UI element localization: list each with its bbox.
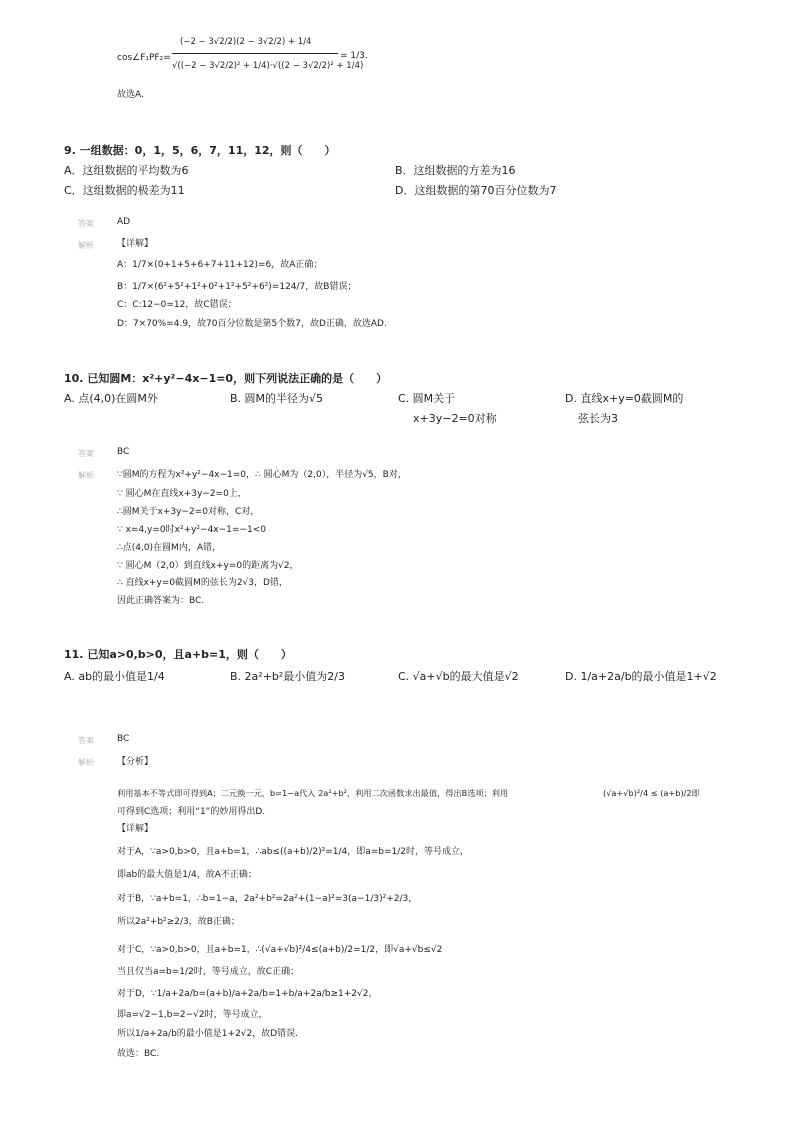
q11-analysis-line1-formula: (√a+√b)²/4 ≤ (a+b)/2即: [603, 788, 700, 798]
cos-label: cos∠F₁PF₂=: [117, 53, 171, 63]
q9-answer-label: 答案: [78, 219, 94, 228]
q10-answer: BC: [117, 447, 130, 457]
q11-answer: BC: [117, 734, 130, 744]
q11-option-a: A. ab的最小值是1/4: [64, 670, 165, 683]
q10-line-5: ∵ 圆心M（2,0）到直线x+y=0的距离为√2，: [117, 561, 299, 571]
q11-fenxi: 【分析】: [117, 757, 154, 767]
q11-line-3: 所以2a²+b²≥2/3，故B正确；: [117, 917, 240, 927]
q11-line-9: 故选：BC.: [117, 1049, 160, 1059]
q9-line-3: C：C:12−0=12，故C错误；: [117, 300, 237, 310]
q9-option-c: C．这组数据的极差为11: [64, 184, 185, 197]
q10-option-d-line1: D. 直线x+y=0截圆M的: [565, 392, 684, 405]
q10-analysis-label: 解析: [78, 471, 94, 480]
q9-answer: AD: [117, 217, 131, 227]
q11-analysis-line2: 可得到C选项；利用“1”的妙用得出D.: [117, 807, 266, 817]
q10-line-1: ∵ 圆心M在直线x+3y−2=0上，: [117, 489, 247, 499]
q9-line-0: 【详解】: [117, 239, 154, 249]
fraction-bar: [172, 53, 338, 54]
q10-line-3: ∵ x=4,y=0时x²+y²−4x−1=−1<0: [117, 525, 266, 535]
cos-denominator: √((−2 − 3√2/2)² + 1/4)·√((2 − 3√2/2)² + 1/4): [172, 61, 364, 71]
q10-line-0: ∵圆M的方程为x²+y²−4x−1=0，∴ 圆心M为（2,0），半径为√5，B对，: [117, 470, 407, 480]
q9-line-2: B：1/7×(6²+5²+1²+0²+1²+5²+6²)=124/7，故B错误；: [117, 282, 357, 292]
q11-analysis-label: 解析: [78, 758, 94, 767]
q11-answer-label: 答案: [78, 736, 94, 745]
q11-option-b: B. 2a²+b²最小值为2/3: [230, 670, 346, 683]
q11-line-0: 对于A，∵a>0,b>0，且a+b=1，∴ab≤((a+b)/2)²=1/4，即a=b=1/2时，等号成立，: [117, 847, 470, 857]
choose-a: 故选A.: [117, 90, 144, 100]
q11-line-6: 对于D，∵1/a+2a/b=(a+b)/a+2a/b=1+b/a+2a/b≥1+2√2，: [117, 989, 378, 999]
q11-line-1: 即ab的最大值是1/4，故A不正确；: [117, 870, 257, 880]
q10-line-6: ∴ 直线x+y=0截圆M的弦长为2√3，D错，: [117, 578, 288, 588]
q9-option-a: A．这组数据的平均数为6: [64, 164, 189, 177]
q11-stem: 11. 已知a>0,b>0，且a+b=1，则（ ）: [64, 648, 292, 661]
q11-line-4: 对于C，∵a>0,b>0，且a+b=1，∴(√a+√b)²/4≤(a+b)/2=1/2，即√a+√b≤√2: [117, 945, 443, 955]
q9-analysis-label: 解析: [78, 241, 94, 250]
q10-line-2: ∴圆M关于x+3y−2=0对称，C对，: [117, 507, 260, 517]
q10-stem: 10. 已知圆M：x²+y²−4x−1=0，则下列说法正确的是（ ）: [64, 372, 388, 385]
q10-option-b: B. 圆M的半径为√5: [230, 392, 324, 405]
q11-line-8: 所以1/a+2a/b的最小值是1+2√2，故D错误.: [117, 1029, 299, 1039]
q10-answer-label: 答案: [78, 449, 94, 458]
q9-line-1: A：1/7×(0+1+5+6+7+11+12)=6，故A正确；: [117, 260, 323, 270]
q11-line-7: 即a=√2−1,b=2−√2时，等号成立，: [117, 1010, 268, 1020]
q10-option-d-line2: 弦长为3: [578, 412, 618, 425]
q10-option-a: A. 点(4,0)在圆M外: [64, 392, 158, 405]
q10-option-c-line2: x+3y−2=0对称: [413, 412, 497, 425]
q10-option-c-line1: C. 圆M关于: [398, 392, 456, 405]
q9-line-4: D：7×70%=4.9，故70百分位数是第5个数7，故D正确，故选AD.: [117, 319, 387, 329]
q11-xiangjie: 【详解】: [117, 824, 154, 834]
q11-option-c: C. √a+√b的最大值是√2: [398, 670, 519, 683]
q11-line-5: 当且仅当a=b=1/2时，等号成立，故C正确；: [117, 967, 300, 977]
cos-result: = 1/3.: [340, 51, 368, 61]
q9-option-d: D．这组数据的第70百分位数为7: [395, 184, 557, 197]
q10-line-4: ∴点(4,0)在圆M内，A错，: [117, 543, 221, 553]
q11-option-d: D. 1/a+2a/b的最小值是1+√2: [565, 670, 717, 683]
q9-stem: 9. 一组数据：0，1，5，6，7，11，12，则（ ）: [64, 144, 336, 157]
q9-option-b: B．这组数据的方差为16: [395, 164, 516, 177]
cos-numerator: (−2 − 3√2/2)(2 − 3√2/2) + 1/4: [180, 37, 312, 47]
q11-analysis-line1: 利用基本不等式即可得到A；二元换一元，b=1−a代入 2a²+b²，利用二次函数求出最值，得出B选项；利用: [117, 788, 509, 798]
q11-line-2: 对于B，∵a+b=1，∴b=1−a，2a²+b²=2a²+(1−a)²=3(a−1/3)²+2/3，: [117, 894, 418, 904]
q10-line-7: 因此正确答案为：BC.: [117, 596, 205, 606]
